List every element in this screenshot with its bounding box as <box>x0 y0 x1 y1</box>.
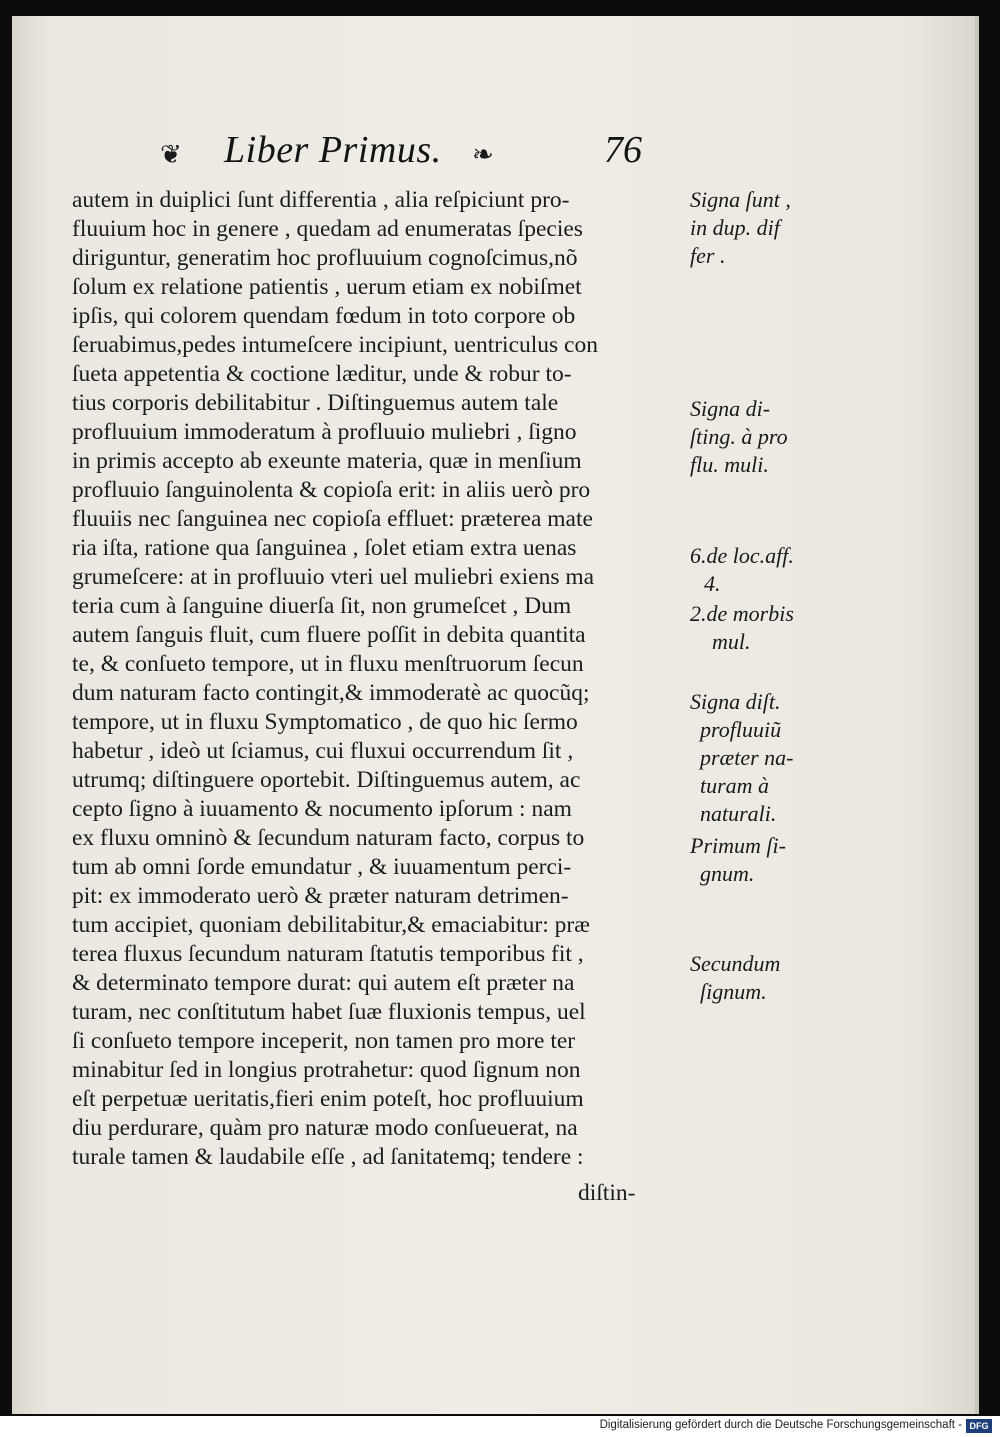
text-line: diu perdurare, quàm pro naturæ modo conſueuerat, na <box>72 1115 578 1141</box>
text-line: terea fluxus ſecundum naturam ſtatutis temporibus fit , <box>72 941 584 967</box>
text-line: tempore, ut in fluxu Symptomatico , de quo hic ſermo <box>72 709 578 735</box>
page-edge <box>975 16 979 1414</box>
text-line: profluuio ſanguinolenta & copioſa erit: in aliis uerò pro <box>72 477 591 503</box>
marginal-line: Secundum <box>690 951 781 976</box>
text-line: cepto ſigno à iuuamento & nocumento ipſorum : nam <box>72 796 572 822</box>
marginal-line: Signa diſt. <box>690 689 781 714</box>
marginal-note-3 <box>690 542 830 598</box>
text-line: autem ſanguis fluit, cum fluere poſſit in debita quantita <box>72 622 586 648</box>
text-line: profluuium immoderatum à profluuio muliebri , ſigno <box>72 419 577 445</box>
text-line: teria cum à ſanguine diuerſa ſit, non grumeſcet , Dum <box>72 593 572 619</box>
marginal-note-6 <box>690 832 830 888</box>
text-line: ſeruabimus,pedes intumeſcere incipiunt, uentriculus con <box>72 332 598 358</box>
marginal-line: præter na- <box>700 745 794 770</box>
marginal-line: Primum ſi- <box>690 833 786 858</box>
text-line: eſt perpetuæ ueritatis,fieri enim poteſt, hoc profluuium <box>72 1086 584 1112</box>
marginal-line: 2.de morbis <box>690 601 794 626</box>
text-line: ſolum ex relatione patientis , uerum etiam ex nobiſmet <box>72 274 582 300</box>
footer-bar <box>0 1416 1000 1437</box>
marginal-line: naturali. <box>700 801 777 826</box>
text-line: autem in duiplici ſunt differentia , alia reſpiciunt pro- <box>72 187 570 213</box>
text-line: utrumq; diſtinguere oportebit. Diſtinguemus autem, ac <box>72 767 581 793</box>
text-line: & determinato tempore durat: qui autem eſt præter na <box>72 970 575 996</box>
marginal-note-5 <box>690 688 830 828</box>
text-line: ſi conſueto tempore inceperit, non tamen pro more ter <box>72 1028 576 1054</box>
ornament-left-icon: ❦ <box>160 140 182 169</box>
text-line: dum naturam facto contingit,& immoderatè ac quocũq; <box>72 680 590 706</box>
marginal-note-7 <box>690 950 830 1006</box>
text-line: pit: ex immoderato uerò & præter naturam detrimen- <box>72 883 569 909</box>
text-line: ipſis, qui colorem quendam fœdum in toto corpore ob <box>72 303 576 329</box>
text-line: fluuium hoc in genere , quedam ad enumeratas ſpecies <box>72 216 583 242</box>
page-header <box>160 128 680 178</box>
marginal-line: Signa ſunt , <box>690 187 791 212</box>
text-line: fluuiis nec ſanguinea nec copioſa effluet: præterea mate <box>72 506 593 532</box>
ornament-right-icon: ❧ <box>472 140 494 169</box>
marginal-line: mul. <box>712 629 751 654</box>
marginal-line: turam à <box>700 773 770 798</box>
marginal-note-2 <box>690 395 830 479</box>
text-line: habetur , ideò ut ſciamus, cui fluxui occurrendum ſit , <box>72 738 574 764</box>
text-line: ex fluxu omninò & ſecundum naturam facto, corpus to <box>72 825 585 851</box>
marginal-line: profluuiũ <box>700 717 782 742</box>
marginal-line: 6.de loc.aff. <box>690 543 794 568</box>
text-line: diriguntur, generatim hoc profluuium cognoſcimus,nõ <box>72 245 578 271</box>
text-line: minabitur ſed in longius protrahetur: quod ſignum non <box>72 1057 581 1083</box>
text-line: grumeſcere: at in profluuio vteri uel muliebri exiens ma <box>72 564 595 590</box>
marginal-line: flu. muli. <box>690 452 769 477</box>
funding-credit: Digitalisierung gefördert durch die Deutsche Forschungsgemeinschaft - <box>599 1419 962 1431</box>
page-number: 76 <box>604 129 642 171</box>
text-line: turale tamen & laudabile eſſe , ad ſanitatemq; tendere : <box>72 1144 584 1170</box>
text-line: tum ab omni ſorde emundatur , & iuuamentum perci- <box>72 854 572 880</box>
marginal-note-4 <box>690 600 830 656</box>
marginal-line: Signa di- <box>690 396 771 421</box>
text-line: tius corporis debilitabitur . Diſtinguemus autem tale <box>72 390 559 416</box>
marginal-line: ſting. à pro <box>690 424 788 449</box>
text-line: turam, nec conſtitutum habet ſuæ fluxionis tempus, uel <box>72 999 586 1025</box>
text-line: in primis accepto ab exeunte materia, quæ in menſium <box>72 448 582 474</box>
marginal-line: gnum. <box>700 861 755 886</box>
marginal-line: fer . <box>690 243 726 268</box>
marginal-line: in dup. dif <box>690 215 780 240</box>
marginal-note-1 <box>690 186 830 270</box>
body-text <box>72 186 677 1172</box>
text-line: tum accipiet, quoniam debilitabitur,& emaciabitur: præ <box>72 912 590 938</box>
catchword: diſtin- <box>578 1180 636 1206</box>
text-line: te, & conſueto tempore, ut in fluxu menſtruorum ſecun <box>72 651 584 677</box>
text-line: ria iſta, ratione qua ſanguinea , ſolet etiam extra uenas <box>72 535 577 561</box>
text-line: ſueta appetentia & coctione læditur, unde & robur to- <box>72 361 572 387</box>
marginal-line: ſignum. <box>700 979 767 1004</box>
running-title: Liber Primus. <box>224 129 442 171</box>
marginal-line: 4. <box>704 571 721 596</box>
dfg-logo: DFG <box>966 1419 992 1433</box>
